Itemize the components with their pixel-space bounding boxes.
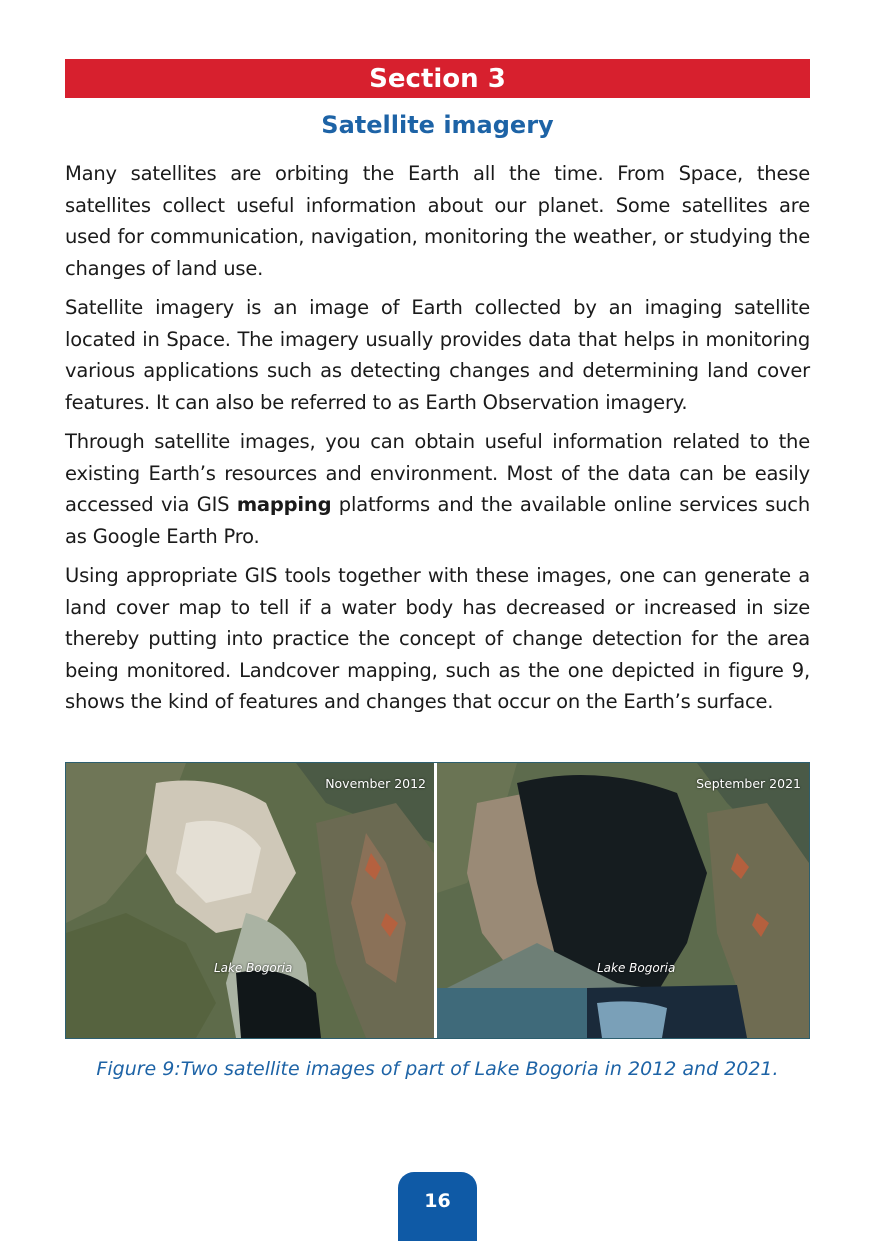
paragraph-3-end: platforms and the available online services such as Google Earth Pro. — [65, 493, 810, 548]
paragraph-2: Satellite imagery is an image of Earth collected by an imaging satellite located in Space. The imagery usually provides data that helps in monitoring various applications such as detecting changes and determining land cover features. It can also be referred to as Earth Observation imagery. — [65, 296, 810, 414]
paragraph-3-start: Through satellite images, you can obtain useful information related to the existing Earth’s resources and environment. Most of the data can be easily accessed via GIS — [65, 430, 810, 516]
paragraph-3 — [65, 426, 810, 552]
satellite-image-2021-graphic — [437, 763, 809, 1038]
satellite-image-2021 — [437, 763, 809, 1038]
page-number: 16 — [424, 1190, 451, 1212]
paragraph-4: Using appropriate GIS tools together with these images, one can generate a land cover map to tell if a water body has decreased or increased in size thereby putting into practice the concept of change detection for the area being monitored. Landcover mapping, such as the one depicted in figure 9, shows the kind of features and changes that occur on the Earth’s surface. — [65, 564, 810, 713]
paragraph-1: Many satellites are orbiting the Earth all the time. From Space, these satellites collect useful information about our planet. Some satellites are used for communication, navigation, monitoring the weather, or studying the changes of land use. — [65, 162, 810, 280]
bold-term-mapping: mapping — [236, 493, 332, 516]
page-title: Satellite imagery — [321, 111, 554, 139]
figure-caption: Figure 9:Two satellite images of part of Lake Bogoria in 2012 and 2021. — [96, 1058, 779, 1080]
section-label: Section 3 — [369, 63, 506, 94]
section-banner — [65, 59, 810, 98]
body-text — [65, 158, 810, 726]
satellite-image-2012 — [66, 763, 434, 1038]
page-number-tab — [398, 1172, 477, 1241]
image-date-2012: November 2012 — [325, 776, 426, 791]
lake-label-2021: Lake Bogoria — [597, 961, 676, 975]
satellite-figure — [65, 762, 810, 1039]
image-date-2021: September 2021 — [696, 776, 801, 791]
satellite-image-2012-graphic — [66, 763, 434, 1038]
lake-label-2012: Lake Bogoria — [214, 961, 293, 975]
